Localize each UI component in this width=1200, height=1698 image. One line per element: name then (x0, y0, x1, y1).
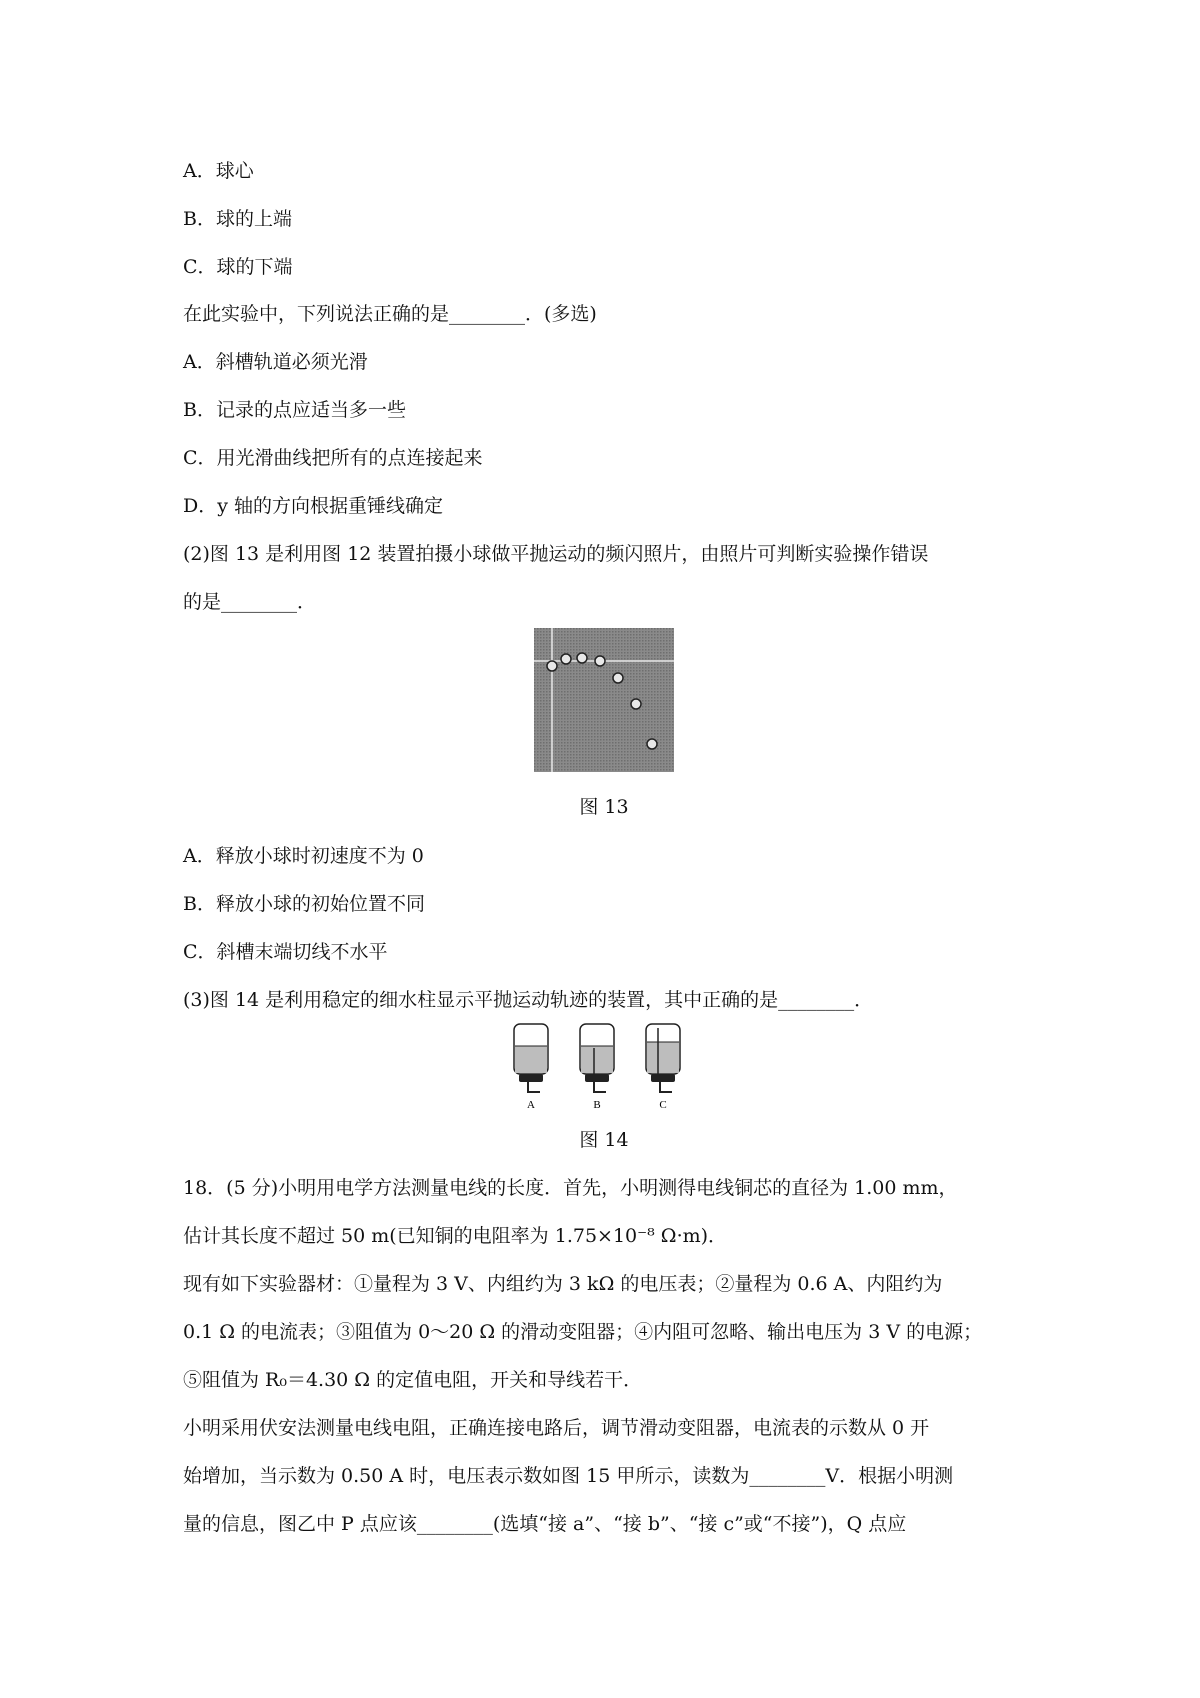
figure-14-caption: 图 14 (579, 1129, 629, 1151)
bottle-label-a: A (527, 1099, 535, 1111)
option-b-more-points: B．记录的点应适当多一些 (183, 399, 406, 421)
bottle-label-b: B (593, 1099, 601, 1111)
question-18-line-2: 估计其长度不超过 50 m(已知铜的电阻率为 1.75×10⁻⁸ Ω·m)． (183, 1225, 728, 1247)
ball-position-1 (547, 661, 557, 671)
bottle-c (646, 1024, 680, 1092)
photo-background (534, 628, 674, 772)
bottle-a (514, 1024, 548, 1092)
figure-13-strobe-photo (534, 628, 674, 772)
ball-position-2 (561, 654, 571, 664)
option-c-chute-not-horizontal: C．斜槽末端切线不水平 (183, 941, 388, 963)
option-c-ball-bottom: C．球的下端 (183, 256, 293, 278)
ball-position-5 (613, 673, 623, 683)
question-2-line-1: (2)图 13 是利用图 12 装置拍摄小球做平抛运动的频闪照片，由照片可判断实验操作错误 (183, 543, 929, 565)
option-a-initial-velocity: A．释放小球时初速度不为 0 (183, 845, 424, 867)
question-18-line-8: 量的信息，图乙中 P 点应该________(选填“接 a”、“接 b”、“接 c”或“不接”)，Q 点应 (183, 1513, 907, 1535)
option-a-smooth-track: A．斜槽轨道必须光滑 (183, 351, 368, 373)
figure-13-caption: 图 13 (579, 796, 629, 818)
question-3-line: (3)图 14 是利用稳定的细水柱显示平抛运动轨迹的装置，其中正确的是________． (183, 989, 874, 1011)
ball-position-4 (595, 656, 605, 666)
question-18-line-6: 小明采用伏安法测量电线电阻，正确连接电路后，调节滑动变阻器，电流表的示数从 0 开 (183, 1417, 930, 1439)
question-2-line-2: 的是________． (183, 591, 317, 613)
question-18-line-3: 现有如下实验器材：①量程为 3 V、内组约为 3 kΩ 的电压表；②量程为 0.6 A、内阻约为 (183, 1273, 943, 1295)
ball-position-7 (647, 739, 657, 749)
ball-position-6 (631, 699, 641, 709)
ball-position-3 (577, 653, 587, 663)
question-18-line-1: 18．(5 分)小明用电学方法测量电线的长度．首先，小明测得电线铜芯的直径为 1.00 mm， (183, 1177, 958, 1199)
question-18-line-5: ⑤阻值为 R₀＝4.30 Ω 的定值电阻，开关和导线若干． (183, 1369, 643, 1391)
option-c-smooth-curve: C．用光滑曲线把所有的点连接起来 (183, 447, 483, 469)
multi-select-prompt: 在此实验中，下列说法正确的是________．(多选) (183, 303, 597, 325)
bottle-b (580, 1024, 614, 1092)
option-b-ball-top: B．球的上端 (183, 208, 292, 230)
bottle-label-c: C (659, 1099, 667, 1111)
question-18-line-4: 0.1 Ω 的电流表；③阻值为 0～20 Ω 的滑动变阻器；④内阻可忽略、输出电压为 3 V 的电源； (183, 1321, 983, 1343)
option-b-release-position: B．释放小球的初始位置不同 (183, 893, 425, 915)
option-a-ball-center: A．球心 (183, 160, 254, 182)
option-d-y-axis: D．y 轴的方向根据重锤线确定 (183, 495, 444, 517)
question-18-line-7: 始增加，当示数为 0.50 A 时，电压表示数如图 15 甲所示，读数为________V．根据小明测 (183, 1465, 954, 1487)
figure-14-water-bottles (508, 1018, 700, 1112)
